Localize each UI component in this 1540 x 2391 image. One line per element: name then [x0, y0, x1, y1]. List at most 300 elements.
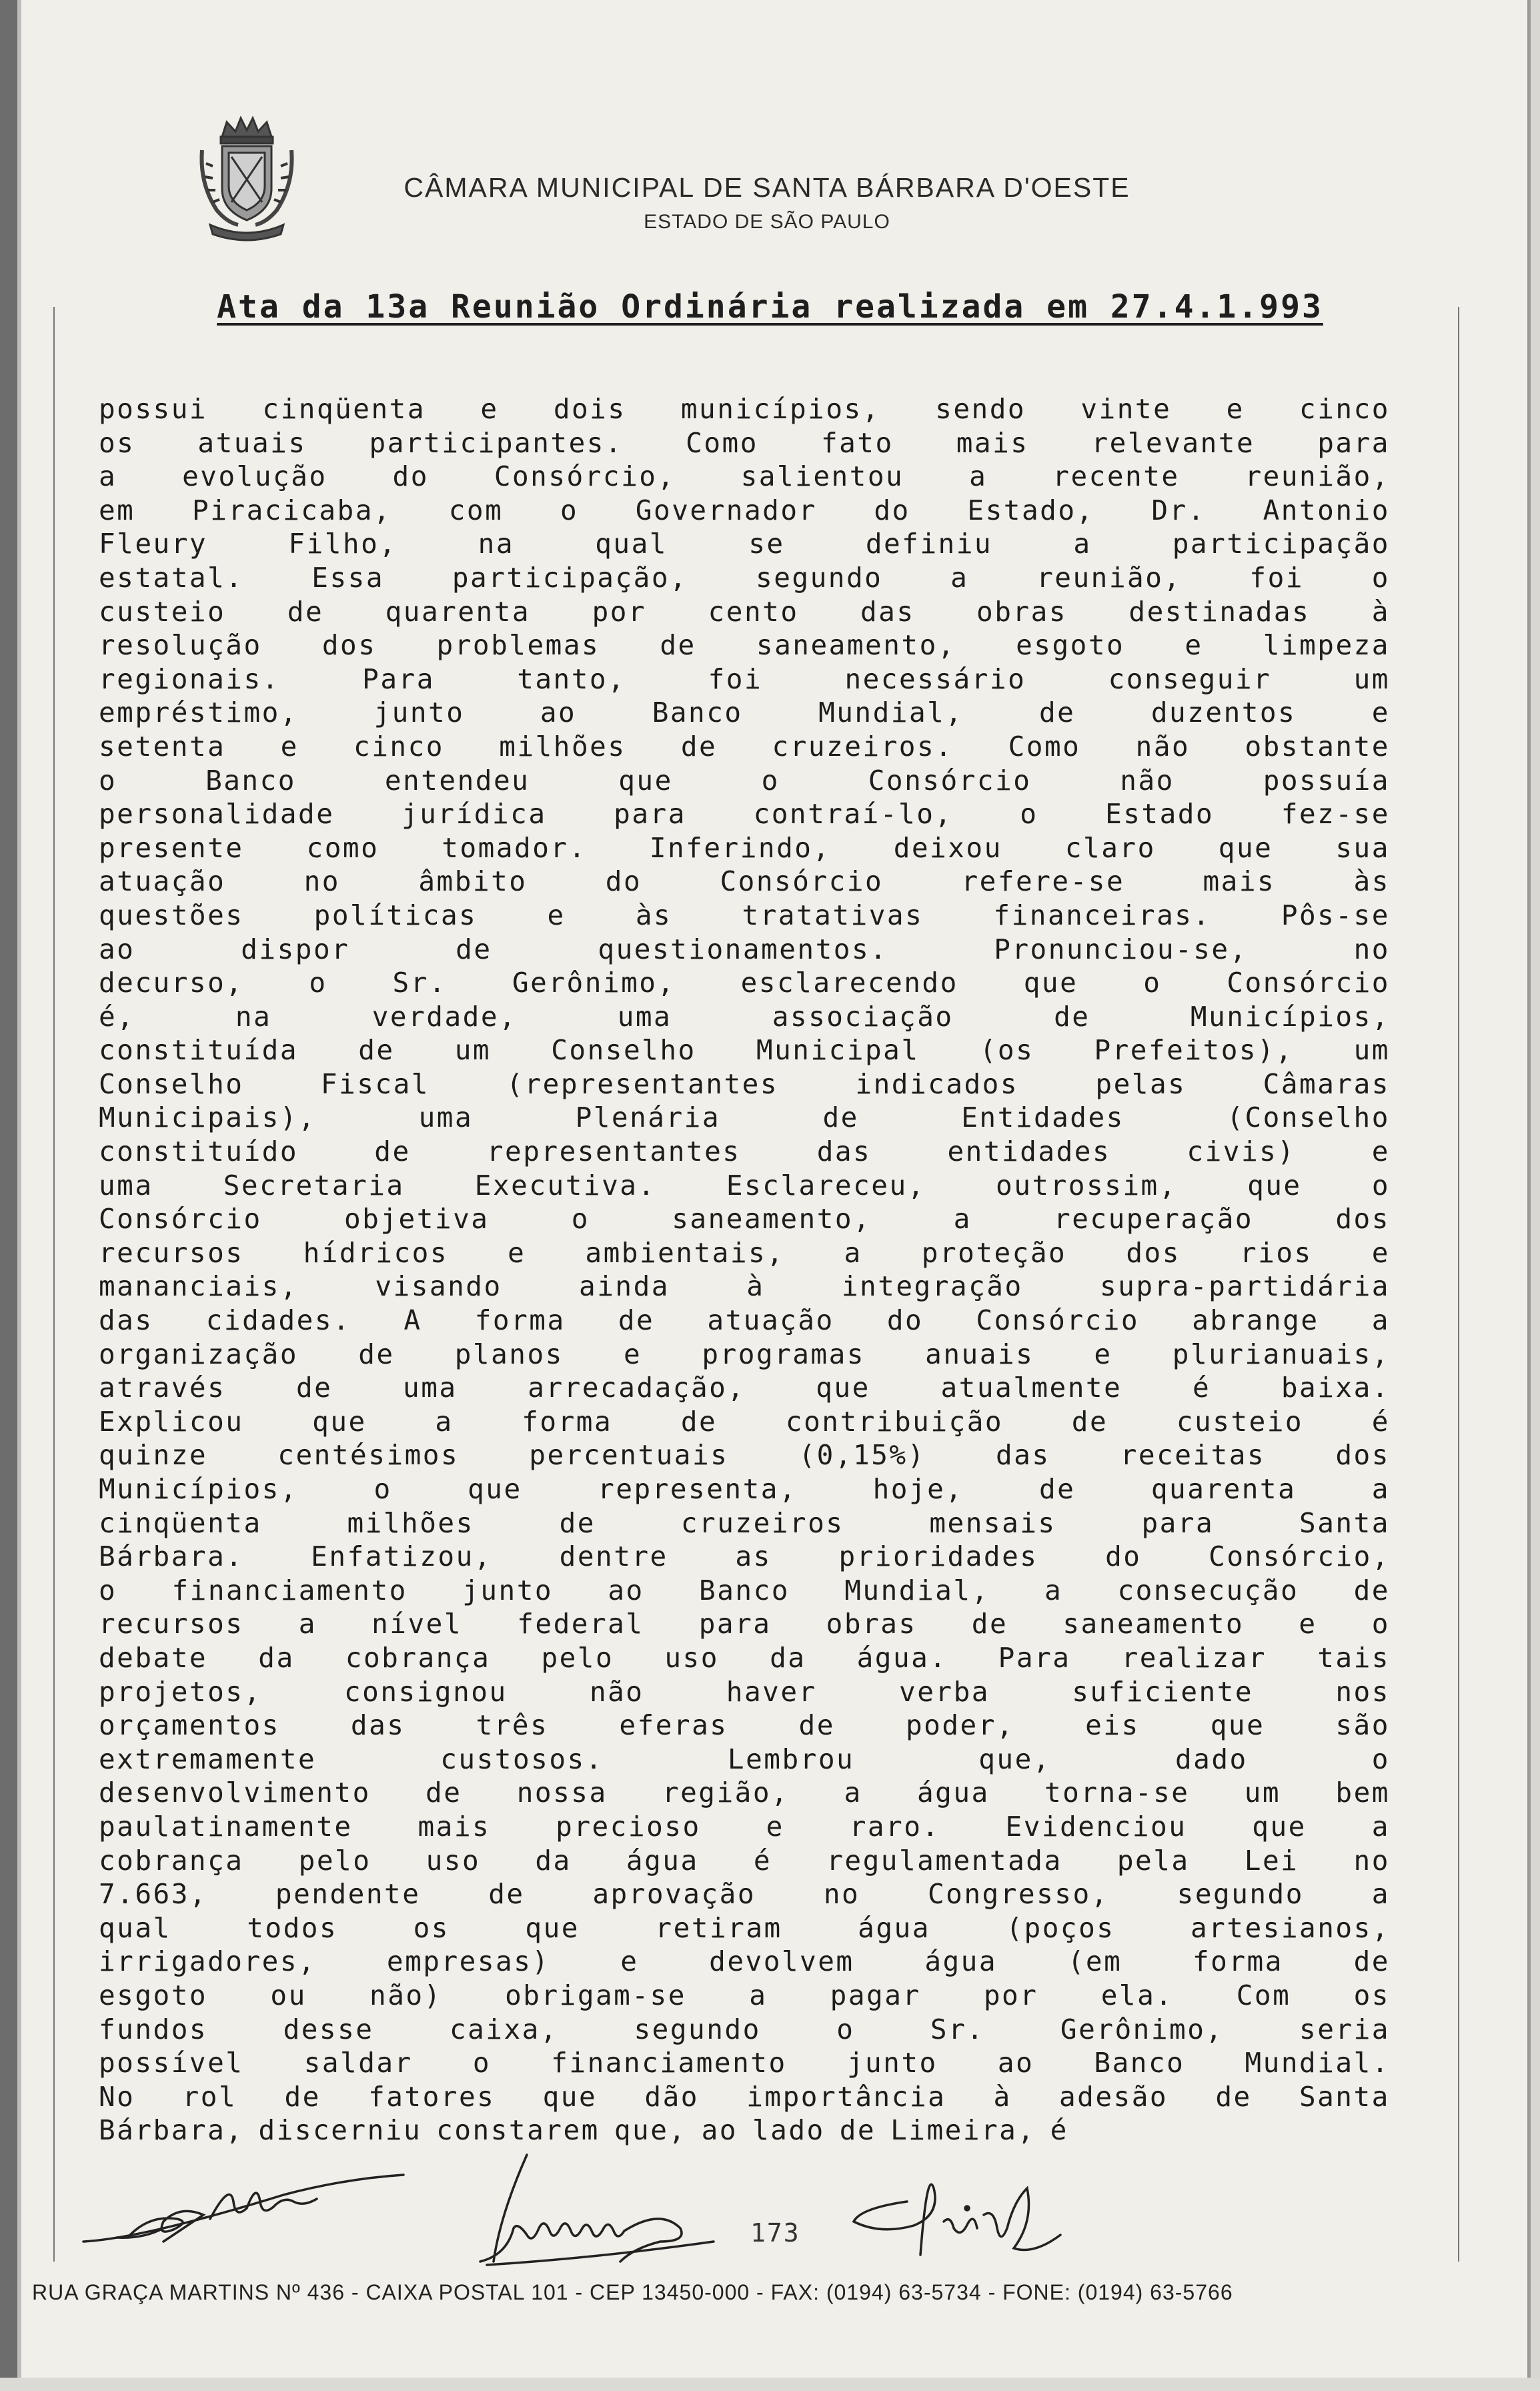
word: de [680, 1405, 718, 1438]
word: que [1210, 1709, 1265, 1742]
word: da [770, 1641, 806, 1674]
word: consecução [1117, 1574, 1299, 1606]
word: centésimos [277, 1439, 460, 1472]
word: saneamento, [672, 1203, 872, 1236]
word: regulamentada [826, 1844, 1062, 1877]
word: e [547, 899, 566, 931]
word: para [614, 798, 686, 831]
word: por [983, 1979, 1038, 2011]
word: cruzeiros [680, 1506, 844, 1539]
word: fatores [368, 2080, 496, 2113]
word: definiu [865, 528, 993, 560]
word: Secretaria [223, 1169, 405, 1202]
word: Consórcio [720, 865, 884, 898]
word: bem [1335, 1777, 1390, 1809]
word: às [635, 899, 672, 931]
word: que, [614, 2114, 687, 2147]
word: de [680, 730, 718, 763]
word: personalidade [99, 798, 335, 831]
word: Dr. [1151, 494, 1206, 526]
word: obrigam-se [505, 1979, 686, 2011]
word: ao [608, 1574, 644, 1606]
body-line [99, 628, 1390, 662]
word: tais [1317, 1641, 1390, 1674]
word: constarem [436, 2114, 600, 2147]
word: verba [899, 1675, 990, 1708]
word: o [1371, 1743, 1390, 1775]
body-line [99, 1945, 1390, 1979]
body-line [99, 1000, 1390, 1034]
body-line [99, 1270, 1390, 1304]
word: cento [708, 595, 799, 628]
body-line [99, 1236, 1390, 1270]
word: de [287, 595, 324, 628]
word: Pronunciou-se, [994, 933, 1248, 965]
word: uma [403, 1372, 458, 1404]
word: atuação [99, 865, 226, 898]
word: Estado [1105, 798, 1215, 831]
word: à [993, 2080, 1012, 2113]
municipal-coat-of-arms-icon [197, 110, 297, 244]
word: ou [270, 1979, 307, 2011]
word: Santa [1299, 2080, 1390, 2113]
word: haver [726, 1675, 817, 1708]
word: representa, [598, 1473, 798, 1505]
word: dão [644, 2080, 699, 2113]
word: e [1371, 1236, 1390, 1269]
body-line [99, 1776, 1390, 1810]
word: milhões [499, 730, 626, 763]
body-line [99, 392, 1390, 426]
word: para [1141, 1506, 1215, 1539]
word: das [350, 1709, 406, 1742]
word: a [1371, 1304, 1390, 1337]
word: No [99, 2080, 135, 2113]
word: organização [99, 1338, 299, 1370]
word: precioso [556, 1810, 701, 1843]
word: de [358, 1338, 395, 1370]
word: quarenta [385, 595, 531, 628]
word: Inferindo, [649, 831, 831, 864]
word: que [1247, 1169, 1302, 1202]
word: uso [426, 1844, 481, 1877]
word: de [426, 1777, 462, 1809]
word: fundos [99, 2013, 208, 2045]
word: entidades [947, 1135, 1111, 1168]
word: Consórcio [868, 764, 1032, 797]
word: Municípios, [99, 1473, 299, 1505]
scan-left-edge-highlight [17, 0, 21, 2391]
word: Piracicaba, [192, 494, 392, 526]
scan-left-edge [0, 0, 17, 2391]
word: salientou [740, 460, 904, 493]
word: das [995, 1439, 1050, 1472]
word: (os [979, 1034, 1034, 1067]
body-line [99, 1169, 1390, 1203]
word: obstante [1245, 730, 1390, 763]
word: que [468, 1473, 522, 1505]
word: Esclareceu, [726, 1169, 926, 1202]
word: para [1317, 426, 1390, 459]
word: e [766, 1810, 784, 1843]
body-line [99, 561, 1390, 595]
word: das [99, 1304, 153, 1337]
word: por [592, 595, 647, 628]
word: verdade, [371, 1000, 518, 1033]
word: um [1353, 662, 1390, 695]
word: o [1371, 561, 1390, 594]
word: setenta [99, 730, 226, 763]
word: nossa [516, 1777, 608, 1809]
word: mananciais, [99, 1270, 299, 1303]
word: de [839, 2114, 876, 2147]
word: de [284, 2080, 321, 2113]
body-line [99, 2113, 1390, 2147]
word: Estado, [967, 494, 1094, 526]
word: evolução [182, 460, 327, 493]
word: orçamentos [99, 1709, 280, 1742]
word: rol [182, 2080, 237, 2113]
body-line [99, 1033, 1390, 1067]
word: a [950, 561, 969, 594]
page-number: 173 [750, 2218, 800, 2248]
word: do [874, 494, 910, 526]
body-line [99, 1371, 1390, 1405]
word: não) [369, 1979, 442, 2011]
word: a [844, 1236, 862, 1269]
word: (em [1067, 1945, 1122, 1978]
word: sendo [935, 393, 1026, 425]
word: a [435, 1405, 454, 1438]
word: fato [820, 426, 894, 459]
word: extremamente [99, 1743, 317, 1775]
word: políticas [313, 899, 478, 931]
word: o [309, 967, 327, 999]
word: Consórcio [1227, 967, 1390, 999]
word: foi [708, 662, 763, 695]
body-line [99, 1304, 1390, 1338]
word: problemas [436, 629, 600, 662]
word: das [816, 1135, 872, 1168]
body-line [99, 1574, 1390, 1608]
word: o [472, 2047, 492, 2079]
word: a [1371, 1878, 1390, 1911]
word: de [1353, 1574, 1390, 1606]
signature-3 [834, 2162, 1100, 2262]
word: não [1120, 764, 1175, 797]
word: lado [752, 2114, 825, 2147]
word: objetiva [343, 1203, 490, 1236]
word: segundo [1177, 1878, 1304, 1911]
word: recente [1052, 460, 1180, 493]
word: desenvolvimento [99, 1777, 371, 1809]
word: Para [998, 1641, 1071, 1674]
word: consignou [343, 1675, 508, 1708]
body-line [99, 1607, 1390, 1641]
word: junto [462, 1574, 554, 1606]
word: e [620, 1945, 639, 1978]
word: Mundial, [844, 1574, 990, 1606]
word: Santa [1299, 1506, 1390, 1539]
word: contribuição [785, 1405, 1004, 1438]
word: estatal. [99, 561, 244, 594]
body-line [99, 1844, 1390, 1878]
word: outrossim, [996, 1169, 1177, 1202]
word: o [761, 764, 780, 797]
word: baixa. [1281, 1372, 1390, 1404]
word: importância [746, 2080, 946, 2113]
word: dado [1175, 1743, 1248, 1775]
word: saldar [303, 2047, 413, 2079]
word: retiram [655, 1911, 782, 1944]
word: cidades. [205, 1304, 351, 1337]
word: uma [617, 1000, 672, 1033]
word: a [1073, 528, 1092, 560]
body-line [99, 1641, 1390, 1675]
word: representantes [486, 1135, 741, 1168]
word: dos [321, 629, 377, 662]
word: (Conselho [1227, 1101, 1390, 1134]
word: limpeza [1263, 629, 1390, 662]
word: anuais [925, 1338, 1034, 1370]
minutes-title: Ata da 13a Reunião Ordinária realizada em 27.4.1.993 [217, 288, 1323, 326]
word: forma [1193, 1945, 1283, 1978]
word: projetos, [99, 1675, 262, 1708]
body-line [99, 1877, 1390, 1911]
word: dos [1126, 1236, 1181, 1269]
word: mais [1203, 865, 1276, 898]
word: e [1226, 393, 1245, 425]
word: ainda [579, 1270, 670, 1303]
word: cobrança [345, 1641, 491, 1674]
word: possível [99, 2047, 244, 2079]
word: atuais [197, 426, 307, 459]
scan-right-edge-shadow [1527, 0, 1531, 2391]
word: o [571, 1203, 590, 1236]
body-line [99, 1675, 1390, 1709]
word: três [476, 1709, 549, 1742]
body-line [99, 527, 1390, 561]
word: desse [283, 2013, 374, 2045]
word: Com [1236, 1979, 1291, 2011]
left-margin-rule [53, 307, 55, 2262]
word: atuação [707, 1304, 834, 1337]
word: (0,15%) [798, 1439, 926, 1472]
word: o [836, 2013, 855, 2045]
word: irrigadores, [99, 1945, 317, 1978]
body-line [99, 595, 1390, 629]
word: se [748, 528, 785, 560]
word: seria [1299, 2013, 1390, 2045]
word: de [822, 1101, 859, 1134]
body-line [99, 2013, 1390, 2047]
word: a [1371, 1473, 1390, 1505]
word: e [280, 730, 299, 763]
word: de [559, 1506, 596, 1539]
footer-address: RUA GRAÇA MARTINS Nº 436 - CAIXA POSTAL 101 - CEP 13450-000 - FAX: (0194) 63-5734 - FONE: (0194) 63-5766 [32, 2280, 1233, 2304]
word: Explicou [99, 1405, 244, 1438]
word: poder, [905, 1709, 1015, 1742]
word: e [508, 1236, 526, 1269]
word: planos [454, 1338, 564, 1370]
word: à [1371, 595, 1390, 628]
word: pela [1116, 1844, 1190, 1877]
word: claro [1064, 831, 1156, 864]
word: Sr. [930, 2013, 985, 2045]
word: Banco [205, 764, 296, 797]
word: de [456, 933, 492, 965]
word: pelo [541, 1641, 614, 1674]
word: é, [99, 1000, 135, 1033]
word: atualmente [940, 1372, 1122, 1404]
word: Consórcio, [494, 460, 676, 493]
body-line [99, 494, 1390, 528]
word: ao [997, 2047, 1034, 2079]
word: um [454, 1034, 492, 1067]
word: mais [418, 1810, 491, 1843]
word: decurso, [99, 967, 244, 999]
word: e [1299, 1608, 1317, 1640]
scan-bottom-edge [0, 2378, 1540, 2391]
word: Para [362, 662, 435, 695]
word: hídricos [303, 1236, 449, 1269]
body-line [99, 865, 1390, 899]
word: um [1353, 1034, 1390, 1067]
word: pelas [1095, 1067, 1187, 1100]
word: Prefeitos), [1094, 1034, 1294, 1067]
word: a [1044, 1574, 1063, 1606]
word: Banco [699, 1574, 790, 1606]
word: o [99, 764, 117, 797]
word: visando [375, 1270, 502, 1303]
word: que [525, 1911, 580, 1944]
word: participação [1172, 528, 1390, 560]
body-line [99, 2080, 1390, 2114]
word: dentre [559, 1540, 668, 1573]
body-line [99, 460, 1390, 494]
word: e [623, 1338, 642, 1370]
word: na [235, 1000, 272, 1033]
word: através [99, 1372, 226, 1404]
word: na [478, 528, 515, 560]
word: o [1020, 798, 1038, 831]
word: os [1353, 1979, 1390, 2011]
word: é [753, 1844, 772, 1877]
word: integração [841, 1270, 1023, 1303]
word: do [1105, 1540, 1142, 1573]
word: cobrança [99, 1844, 244, 1877]
word: é [1371, 1405, 1390, 1438]
word: de [295, 1372, 333, 1404]
word: uso [664, 1641, 719, 1674]
body-line [99, 764, 1390, 798]
word: duzentos [1150, 696, 1297, 729]
body-line [99, 899, 1390, 933]
word: da [258, 1641, 295, 1674]
body-line [99, 1202, 1390, 1236]
signature-1 [63, 2155, 417, 2255]
word: Plenária [575, 1101, 721, 1134]
word: o [1371, 1608, 1390, 1640]
word: ao [540, 696, 577, 729]
word: esgoto [99, 1979, 208, 2011]
word: uma [99, 1169, 153, 1202]
word: a [844, 1777, 862, 1809]
word: ao [99, 933, 135, 965]
word: Limeira, [890, 2114, 1036, 2147]
word: cinqüenta [99, 1506, 262, 1539]
body-line [99, 1472, 1390, 1506]
word: dos [1335, 1203, 1390, 1236]
word: em [99, 494, 135, 526]
word: a [969, 460, 988, 493]
body-line [99, 1506, 1390, 1540]
word: Sr. [392, 967, 448, 999]
word: financeiras. [993, 899, 1211, 931]
body-line [99, 1338, 1390, 1372]
body-line [99, 1540, 1390, 1574]
word: jurídica [402, 798, 547, 831]
body-line [99, 696, 1390, 730]
word: constituída [99, 1034, 299, 1067]
word: região, [662, 1777, 790, 1809]
word: entendeu [384, 764, 530, 797]
word: proteção [921, 1236, 1067, 1269]
body-line [99, 1911, 1390, 1945]
word: e [1185, 629, 1203, 662]
word: a [749, 1979, 768, 2011]
word: e [1094, 1338, 1112, 1370]
word: que [542, 2080, 598, 2113]
word: dos [1335, 1439, 1390, 1472]
word: Consórcio [99, 1203, 262, 1236]
word: uma [418, 1101, 474, 1134]
word: abrange [1192, 1304, 1319, 1337]
word: junto [373, 696, 465, 729]
word: saneamento [1062, 1608, 1245, 1640]
word: qual [99, 1911, 171, 1944]
word: Lei [1244, 1844, 1299, 1877]
word: suficiente [1072, 1675, 1254, 1708]
word: obras [976, 595, 1067, 628]
word: pagar [830, 1979, 921, 2011]
word: o [99, 1574, 117, 1606]
word: arrecadação, [528, 1372, 746, 1404]
word: de [1039, 696, 1076, 729]
word: Lembrou [727, 1743, 855, 1775]
word: esclarecendo [740, 967, 958, 999]
word: Pôs-se [1281, 899, 1390, 931]
word: rios [1239, 1236, 1313, 1269]
word: (representantes [506, 1067, 779, 1100]
word: nível [371, 1608, 462, 1640]
state-subheading: ESTADO DE SÃO PAULO [644, 211, 890, 233]
word: como [306, 831, 379, 864]
word: água. [856, 1641, 948, 1674]
word: de [1039, 1473, 1076, 1505]
word: não [1135, 730, 1191, 763]
right-margin-rule [1458, 307, 1459, 2262]
word: Entidades [961, 1101, 1124, 1134]
word: questões [99, 899, 244, 931]
word: e [480, 393, 499, 425]
body-line [99, 1810, 1390, 1844]
word: prioridades [838, 1540, 1038, 1573]
word: esgoto [1016, 629, 1125, 662]
word: a [298, 1608, 317, 1640]
word: Mundial. [1245, 2047, 1390, 2079]
word: que [816, 1372, 870, 1404]
